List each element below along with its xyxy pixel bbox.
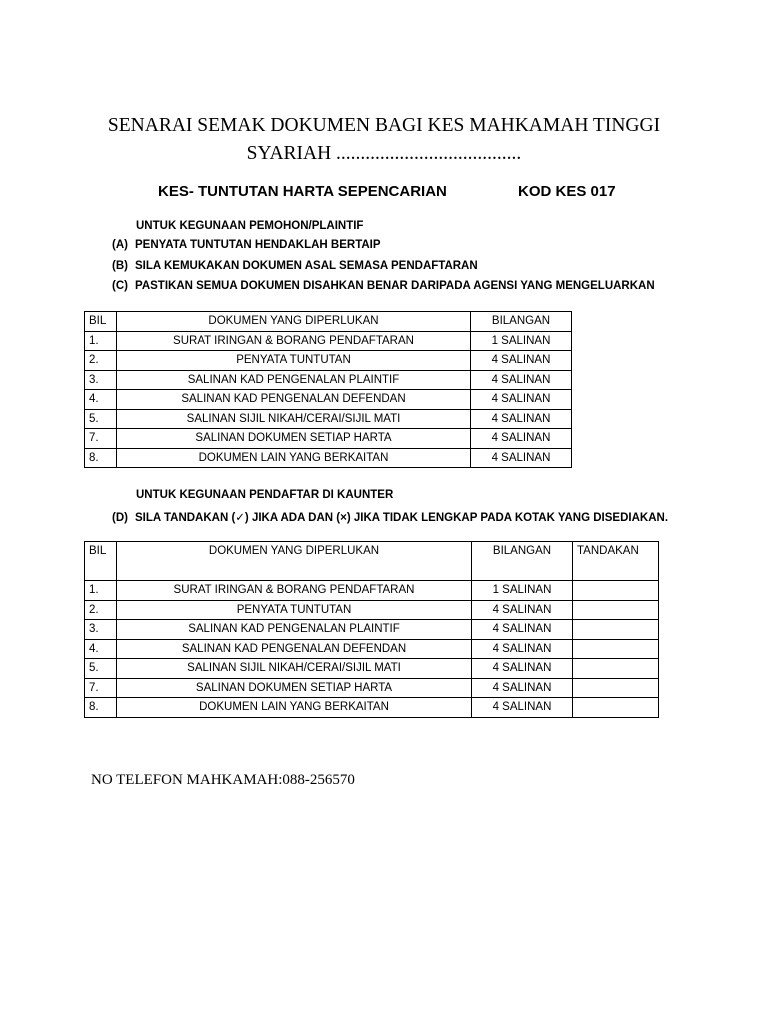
table-row (85, 409, 572, 429)
copy-count: 4 SALINAN (472, 600, 573, 620)
document-name: SALINAN KAD PENGENALAN DEFENDAN (117, 390, 471, 410)
copy-count: 4 SALINAN (471, 448, 572, 468)
instruction-text: PENYATA TUNTUTAN HENDAKLAH BERTAIP (135, 239, 381, 251)
copy-count: 4 SALINAN (472, 678, 573, 698)
document-name: SALINAN DOKUMEN SETIAP HARTA (117, 429, 471, 449)
row-number: 8. (85, 448, 117, 468)
table-row (85, 429, 572, 449)
document-name: DOKUMEN LAIN YANG BERKAITAN (117, 448, 471, 468)
applicant-section-heading: UNTUK KEGUNAAN PEMOHON/PLAINTIF (136, 220, 364, 232)
court-phone-number: NO TELEFON MAHKAMAH:088-256570 (91, 772, 355, 788)
case-code: KOD KES 017 (518, 183, 616, 200)
row-number: 3. (85, 370, 117, 390)
column-header-document: DOKUMEN YANG DIPERLUKAN (117, 312, 471, 332)
column-header-document: DOKUMEN YANG DIPERLUKAN (117, 542, 472, 581)
column-header-count: BILANGAN (471, 312, 572, 332)
table-row (85, 600, 659, 620)
table-row (85, 678, 659, 698)
instruction-text: PASTIKAN SEMUA DOKUMEN DISAHKAN BENAR DARIPADA AGENSI YANG MENGELUARKAN (135, 280, 655, 292)
document-name: SURAT IRINGAN & BORANG PENDAFTARAN (117, 331, 471, 351)
table-header-row (85, 312, 572, 332)
copy-count: 4 SALINAN (471, 370, 572, 390)
instruction-b (112, 260, 478, 272)
document-name: SALINAN KAD PENGENALAN DEFENDAN (117, 639, 472, 659)
copy-count: 4 SALINAN (471, 429, 572, 449)
table-row (85, 620, 659, 640)
counter-section-heading: UNTUK KEGUNAAN PENDAFTAR DI KAUNTER (136, 489, 394, 501)
instruction-c (112, 280, 655, 292)
table-row (85, 370, 572, 390)
document-title (60, 112, 708, 168)
document-name: SALINAN SIJIL NIKAH/CERAI/SIJIL MATI (117, 659, 472, 679)
copy-count: 4 SALINAN (472, 698, 573, 718)
instruction-text: SILA TANDAKAN (✓) JIKA ADA DAN (×) JIKA TIDAK LENGKAP PADA KOTAK YANG DISEDIAKAN. (135, 512, 669, 524)
row-number: 1. (85, 331, 117, 351)
row-number: 3. (85, 620, 117, 640)
mark-box[interactable] (573, 600, 659, 620)
instruction-letter: (A) (112, 239, 128, 251)
table-row (85, 639, 659, 659)
row-number: 8. (85, 698, 117, 718)
instruction-d (112, 510, 668, 524)
row-number: 2. (85, 351, 117, 371)
row-number: 5. (85, 409, 117, 429)
table-row (85, 698, 659, 718)
table-header-row (85, 542, 659, 581)
copy-count: 1 SALINAN (471, 331, 572, 351)
document-name: SALINAN SIJIL NIKAH/CERAI/SIJIL MATI (117, 409, 471, 429)
copy-count: 4 SALINAN (471, 409, 572, 429)
row-number: 7. (85, 429, 117, 449)
column-header-bil: BIL (85, 312, 117, 332)
mark-box[interactable] (573, 639, 659, 659)
document-name: PENYATA TUNTUTAN (117, 351, 471, 371)
case-line (0, 183, 768, 203)
copy-count: 4 SALINAN (472, 639, 573, 659)
column-header-mark: TANDAKAN (573, 542, 659, 581)
mark-box[interactable] (573, 620, 659, 640)
table-row (85, 351, 572, 371)
document-title-line-2: SYARIAH ...................................... (246, 143, 522, 164)
row-number: 4. (85, 390, 117, 410)
copy-count: 1 SALINAN (472, 581, 573, 601)
mark-box[interactable] (573, 581, 659, 601)
copy-count: 4 SALINAN (472, 659, 573, 679)
document-name: SALINAN KAD PENGENALAN PLAINTIF (117, 620, 472, 640)
instruction-letter: (D) (112, 512, 128, 524)
document-name: SALINAN DOKUMEN SETIAP HARTA (117, 678, 472, 698)
applicant-documents-table (84, 311, 572, 468)
document-name: SALINAN KAD PENGENALAN PLAINTIF (117, 370, 471, 390)
instruction-letter: (B) (112, 260, 128, 272)
column-header-count: BILANGAN (472, 542, 573, 581)
mark-box[interactable] (573, 659, 659, 679)
table-row (85, 331, 572, 351)
column-header-bil: BIL (85, 542, 117, 581)
document-title-line-1: SENARAI SEMAK DOKUMEN BAGI KES MAHKAMAH TINGGI (107, 115, 661, 136)
row-number: 1. (85, 581, 117, 601)
copy-count: 4 SALINAN (471, 390, 572, 410)
counter-checklist-table (84, 541, 659, 718)
table-row (85, 581, 659, 601)
instruction-text: SILA KEMUKAKAN DOKUMEN ASAL SEMASA PENDAFTARAN (135, 260, 478, 272)
document-name: DOKUMEN LAIN YANG BERKAITAN (117, 698, 472, 718)
mark-box[interactable] (573, 698, 659, 718)
table-row (85, 659, 659, 679)
table-row (85, 448, 572, 468)
row-number: 7. (85, 678, 117, 698)
row-number: 2. (85, 600, 117, 620)
instruction-a (112, 239, 381, 251)
case-title: KES- TUNTUTAN HARTA SEPENCARIAN (158, 183, 447, 200)
document-name: SURAT IRINGAN & BORANG PENDAFTARAN (117, 581, 472, 601)
table-row (85, 390, 572, 410)
copy-count: 4 SALINAN (472, 620, 573, 640)
document-name: PENYATA TUNTUTAN (117, 600, 472, 620)
row-number: 4. (85, 639, 117, 659)
instruction-letter: (C) (112, 280, 128, 292)
copy-count: 4 SALINAN (471, 351, 572, 371)
row-number: 5. (85, 659, 117, 679)
mark-box[interactable] (573, 678, 659, 698)
